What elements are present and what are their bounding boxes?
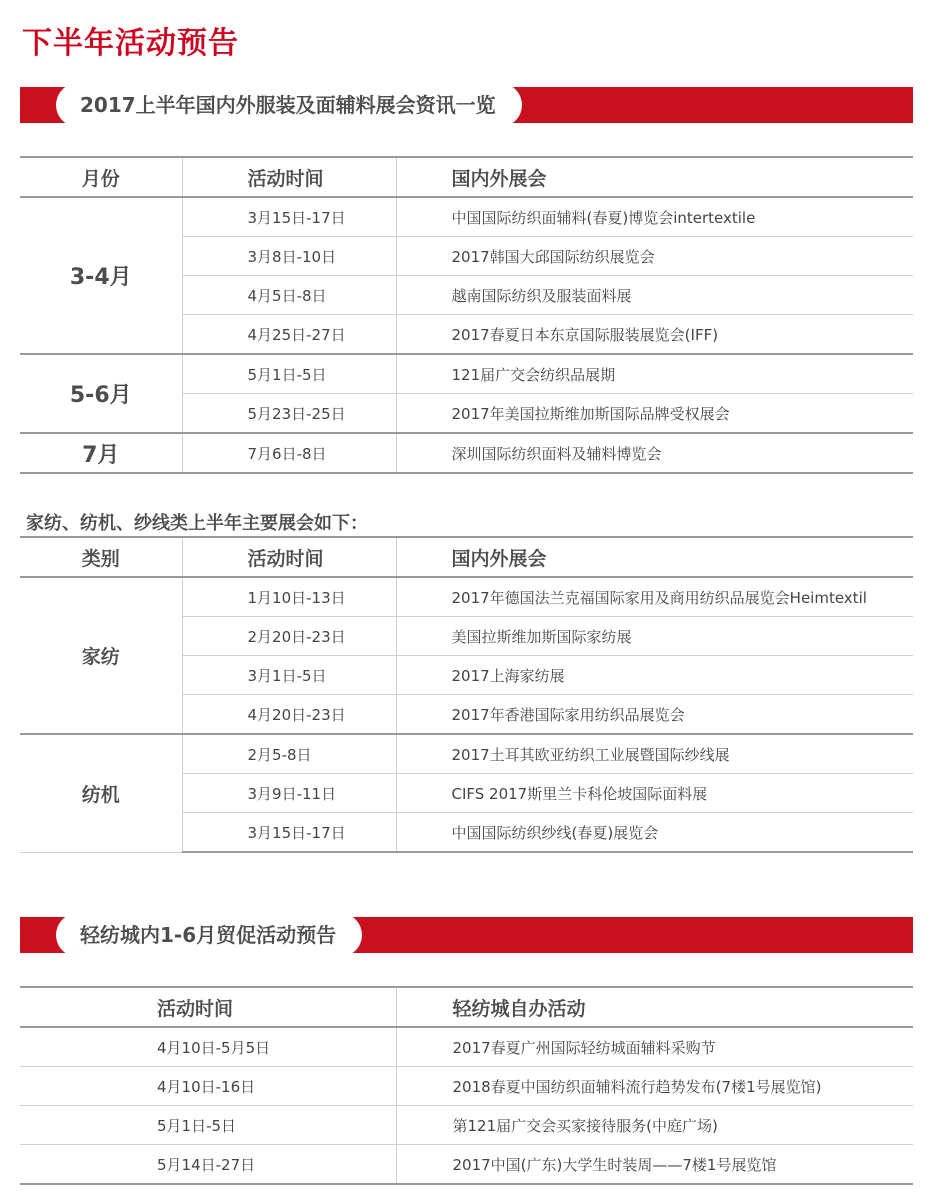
table-row	[20, 734, 913, 774]
row-date: 3月15日-17日	[182, 197, 396, 237]
row-event: 第121届广交会买家接待服务(中庭广场)	[396, 1106, 913, 1145]
row-date: 4月10日-16日	[20, 1067, 396, 1106]
banner-title: 轻纺城内1-6月贸促活动预告	[56, 913, 362, 957]
row-event: 2017春夏广州国际轻纺城面辅料采购节	[396, 1027, 913, 1067]
header-category: 类别	[20, 537, 182, 577]
group-label: 5-6月	[20, 354, 182, 433]
row-date: 5月14日-27日	[20, 1145, 396, 1185]
group-label: 家纺	[20, 577, 182, 734]
header-month: 月份	[20, 157, 182, 197]
header-event: 国内外展会	[396, 537, 913, 577]
row-date: 3月15日-17日	[182, 813, 396, 853]
row-event: 中国国际纺织面辅料(春夏)博览会intertextile	[396, 197, 913, 237]
row-event: 越南国际纺织及服装面料展	[396, 276, 913, 315]
table-row	[20, 354, 913, 394]
row-date: 4月20日-23日	[182, 695, 396, 735]
row-date: 4月10日-5月5日	[20, 1027, 396, 1067]
row-event: 2017年美国拉斯维加斯国际品牌受权展会	[396, 394, 913, 434]
row-date: 5月1日-5日	[20, 1106, 396, 1145]
header-date: 活动时间	[182, 157, 396, 197]
table-row	[20, 1067, 913, 1106]
row-date: 2月20日-23日	[182, 617, 396, 656]
row-date: 3月1日-5日	[182, 656, 396, 695]
row-event: 2017年德国法兰克福国际家用及商用纺织品展览会Heimtextil	[396, 577, 913, 617]
table-row	[20, 577, 913, 617]
row-event: 2017中国(广东)大学生时装周——7楼1号展览馆	[396, 1145, 913, 1185]
row-event: 2017韩国大邱国际纺织展览会	[396, 237, 913, 276]
header-date: 活动时间	[182, 537, 396, 577]
row-event: 美国拉斯维加斯国际家纺展	[396, 617, 913, 656]
section2-subtitle: 家纺、纺机、纱线类上半年主要展会如下：	[26, 513, 368, 534]
group-label: 3-4月	[20, 197, 182, 354]
row-date: 3月9日-11日	[182, 774, 396, 813]
table-row	[20, 197, 913, 237]
header-date: 活动时间	[20, 987, 396, 1027]
header-event: 轻纺城自办活动	[396, 987, 913, 1027]
header-event: 国内外展会	[396, 157, 913, 197]
table-header-row	[20, 157, 913, 197]
trade-promotion-table	[20, 986, 913, 1185]
row-date: 2月5-8日	[182, 734, 396, 774]
row-date: 3月8日-10日	[182, 237, 396, 276]
table-header-row	[20, 987, 913, 1027]
row-event: 中国国际纺织纱线(春夏)展览会	[396, 813, 913, 853]
section1-banner	[20, 87, 913, 123]
row-date: 7月6日-8日	[182, 433, 396, 473]
row-date: 4月25日-27日	[182, 315, 396, 355]
table-row	[20, 1145, 913, 1185]
group-label: 纺机	[20, 734, 182, 852]
row-event: 深圳国际纺织面料及辅料博览会	[396, 433, 913, 473]
row-event: 121届广交会纺织品展期	[396, 354, 913, 394]
banner-title: 2017上半年国内外服装及面辅料展会资讯一览	[56, 83, 522, 127]
exhibition-table	[20, 156, 913, 474]
group-label: 7月	[20, 433, 182, 473]
row-event: 2017春夏日本东京国际服装展览会(IFF)	[396, 315, 913, 355]
page-title: 下半年活动预告	[22, 26, 239, 61]
table-header-row	[20, 537, 913, 577]
row-date: 5月1日-5日	[182, 354, 396, 394]
row-date: 5月23日-25日	[182, 394, 396, 434]
home-textile-table	[20, 536, 913, 853]
table-row	[20, 1106, 913, 1145]
row-event: 2018春夏中国纺织面辅料流行趋势发布(7楼1号展览馆)	[396, 1067, 913, 1106]
row-date: 1月10日-13日	[182, 577, 396, 617]
row-event: 2017年香港国际家用纺织品展览会	[396, 695, 913, 735]
row-date: 4月5日-8日	[182, 276, 396, 315]
row-event: 2017土耳其欧亚纺织工业展暨国际纱线展	[396, 734, 913, 774]
row-event: CIFS 2017斯里兰卡科伦坡国际面料展	[396, 774, 913, 813]
table-row	[20, 433, 913, 473]
section3-banner	[20, 917, 913, 953]
table-row	[20, 1027, 913, 1067]
row-event: 2017上海家纺展	[396, 656, 913, 695]
